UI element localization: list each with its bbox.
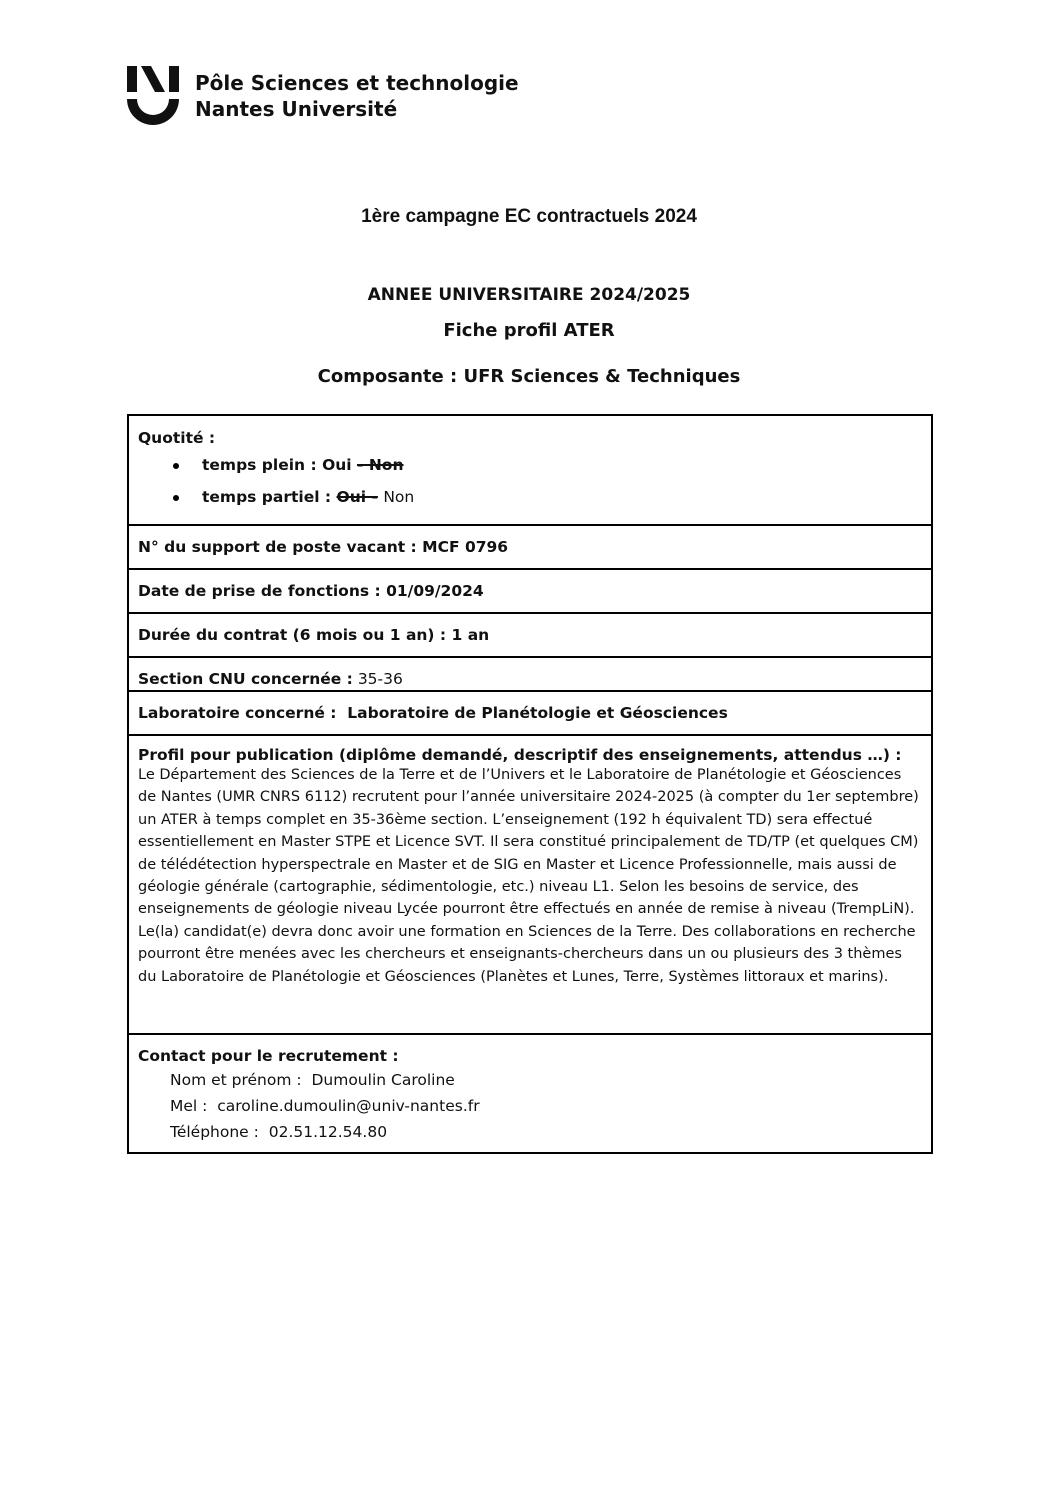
temps-partiel-item: [138, 481, 931, 513]
section-label: Section CNU concernée :: [138, 670, 353, 688]
section-value: 35-36: [357, 670, 403, 688]
contact-mail-label: Mel :: [170, 1097, 208, 1115]
profil-text: Le Département des Sciences de la Terre et de l’Univers et le Laboratoire de Planétologie et Géosciences de Nantes (UMR CNRS 6112) recrutent pour l’année universitaire 2024-2025 (à compter du 1er septembre) un ATER à temps complet en 35-36ème section. L’enseignement (192 h équivalent TD) sera effectué essentiellement en Master STPE et Licence SVT. Il sera constitué principalement de TD/TP (et quelques CM) de télédétection hyperspectrale en Master et de SIG en Master et Licence Professionnelle, mais aussi de géologie générale (cartographie, sédimentologie, etc.) niveau L1. Selon les besoins de service, des enseignements de géologie niveau Lycée pourront être effectués en année de remise à niveau (TrempLiN). Le(la) candidat(e) devra donc avoir une formation en Sciences de la Terre. Des collaborations en recherche pourront être menées avec les chercheurs et enseignants-chercheurs dans un ou plusieurs des 3 thèmes du Laboratoire de Planétologie et Géosciences (Planètes et Lunes, Terre, Systèmes littoraux et marins).: [138, 767, 919, 985]
nantes-universite-logo-icon: [127, 66, 179, 128]
contact-name-value: Dumoulin Caroline: [311, 1071, 455, 1089]
profil-row: [129, 734, 931, 1033]
support-row: [129, 524, 931, 568]
temps-plein-item: [138, 449, 931, 481]
quotite-row: [129, 416, 931, 524]
quotite-options: [138, 449, 931, 513]
support-value: MCF 0796: [422, 538, 509, 556]
profil-label: Profil pour publication (diplôme demandé, descriptif des enseignements, attendus …) :: [138, 746, 902, 764]
duree-value: 1 an: [451, 626, 490, 644]
logo-line-2: Nantes Université: [195, 97, 398, 121]
contact-phone-value: 02.51.12.54.80: [268, 1123, 388, 1141]
profile-form-table: [127, 414, 933, 1154]
contact-mail-line: [138, 1093, 931, 1119]
contact-phone-line: [138, 1119, 931, 1145]
temps-partiel-label: temps partiel :: [202, 488, 332, 506]
duree-row: [129, 612, 931, 656]
temps-plein-label: temps plein :: [202, 456, 317, 474]
date-row: [129, 568, 931, 612]
contact-row: [129, 1033, 931, 1154]
support-label: N° du support de poste vacant :: [138, 538, 417, 556]
campaign-title: 1ère campagne EC contractuels 2024: [361, 206, 697, 227]
academic-year: ANNEE UNIVERSITAIRE 2024/2025: [367, 285, 691, 305]
laboratoire-row: [129, 690, 931, 734]
temps-partiel-non: Non: [383, 488, 415, 506]
composante-title: Composante : UFR Sciences & Techniques: [317, 366, 741, 387]
section-row: [129, 656, 931, 690]
laboratoire-value: Laboratoire de Planétologie et Géosciences: [347, 704, 728, 722]
contact-label: Contact pour le recrutement :: [138, 1047, 399, 1065]
logo-text: [195, 70, 519, 122]
duree-label: Durée du contrat (6 mois ou 1 an) :: [138, 626, 447, 644]
contact-name-label: Nom et prénom :: [170, 1071, 302, 1089]
temps-plein-oui: Oui: [322, 456, 352, 474]
date-label: Date de prise de fonctions :: [138, 582, 381, 600]
logo-line-1: Pôle Sciences et technologie: [195, 71, 519, 95]
temps-partiel-oui-struck: Oui -: [336, 488, 378, 506]
quotite-label: Quotité :: [138, 429, 216, 447]
temps-plein-non-struck: - Non: [357, 456, 404, 474]
contact-phone-label: Téléphone :: [170, 1123, 259, 1141]
contact-mail-value[interactable]: caroline.dumoulin@univ-nantes.fr: [217, 1097, 480, 1115]
contact-name-line: [138, 1067, 931, 1093]
date-value: 01/09/2024: [386, 582, 484, 600]
fiche-title: Fiche profil ATER: [443, 320, 615, 341]
laboratoire-label: Laboratoire concerné :: [138, 704, 337, 722]
